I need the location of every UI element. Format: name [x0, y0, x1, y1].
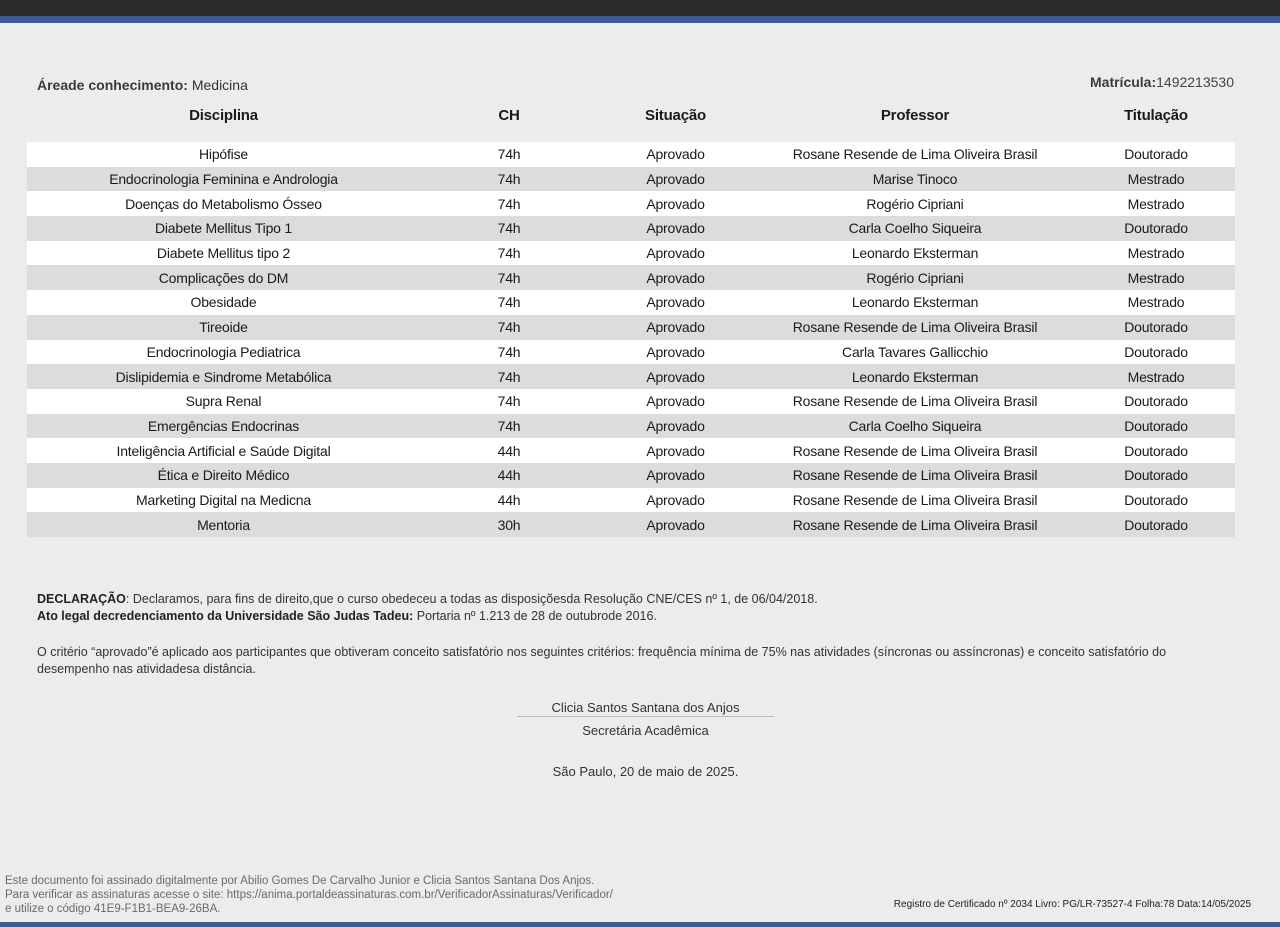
- area-value: Medicina: [191, 77, 248, 93]
- cell-disciplina: Endocrinologia Feminina e Andrologia: [27, 167, 420, 192]
- cell-titulacao: Doutorado: [1077, 216, 1235, 241]
- cell-ch: 74h: [420, 167, 598, 192]
- cell-situacao: Aprovado: [598, 290, 753, 315]
- signature-block: [517, 700, 774, 738]
- cell-disciplina: Complicações do DM: [27, 265, 420, 290]
- bottom-accent-line: [0, 922, 1280, 927]
- footnote-line-2: Para verificar as assinaturas acesse o site: https://anima.portaldeassinaturas.com.br/VerificadorAssinaturas/Verificador/: [5, 889, 613, 901]
- declaracao: [37, 591, 1197, 625]
- table-row: [27, 512, 1235, 537]
- cell-professor: Carla Tavares Gallicchio: [753, 340, 1077, 365]
- cell-titulacao: Mestrado: [1077, 364, 1235, 389]
- cell-ch: 44h: [420, 438, 598, 463]
- cell-ch: 74h: [420, 389, 598, 414]
- footnote-line-3: e utilize o código 41E9-F1B1-BEA9-26BA.: [5, 903, 221, 915]
- cell-titulacao: Doutorado: [1077, 463, 1235, 488]
- cell-situacao: Aprovado: [598, 340, 753, 365]
- cell-disciplina: Marketing Digital na Medicna: [27, 488, 420, 513]
- cell-professor: Rogério Cipriani: [753, 265, 1077, 290]
- cell-professor: Carla Coelho Siqueira: [753, 414, 1077, 439]
- footnote-line-1: Este documento foi assinado digitalmente por Abilio Gomes De Carvalho Junior e Clicia Santos Santana Dos Anjos.: [5, 875, 595, 887]
- cell-ch: 74h: [420, 265, 598, 290]
- cell-situacao: Aprovado: [598, 265, 753, 290]
- cell-disciplina: Diabete Mellitus tipo 2: [27, 241, 420, 266]
- cell-disciplina: Obesidade: [27, 290, 420, 315]
- table-row: [27, 290, 1235, 315]
- col-situacao: Situação: [645, 106, 706, 124]
- col-professor: Professor: [880, 106, 950, 124]
- cell-ch: 44h: [420, 463, 598, 488]
- area-conhecimento: [37, 77, 248, 93]
- document-date: São Paulo, 20 de maio de 2025.: [552, 764, 739, 779]
- matricula-value: 1492213530: [1156, 74, 1234, 90]
- cell-ch: 74h: [420, 216, 598, 241]
- cell-titulacao: Doutorado: [1077, 512, 1235, 537]
- cell-ch: 74h: [420, 290, 598, 315]
- cell-ch: 74h: [420, 191, 598, 216]
- cell-titulacao: Doutorado: [1077, 142, 1235, 167]
- cell-titulacao: Doutorado: [1077, 438, 1235, 463]
- area-label: Áreade conhecimento:: [37, 77, 188, 93]
- ato-legal-label: Ato legal decredenciamento da Universidade São Judas Tadeu:: [37, 609, 414, 623]
- cell-professor: Rosane Resende de Lima Oliveira Brasil: [753, 488, 1077, 513]
- cell-situacao: Aprovado: [598, 389, 753, 414]
- table-row: [27, 438, 1235, 463]
- cell-professor: Rosane Resende de Lima Oliveira Brasil: [753, 438, 1077, 463]
- cell-ch: 74h: [420, 340, 598, 365]
- cell-professor: Carla Coelho Siqueira: [753, 216, 1077, 241]
- cell-disciplina: Ética e Direito Médico: [27, 463, 420, 488]
- cell-professor: Leonardo Eksterman: [753, 241, 1077, 266]
- cell-titulacao: Mestrado: [1077, 290, 1235, 315]
- col-disciplina: Disciplina: [189, 106, 258, 124]
- cell-situacao: Aprovado: [598, 488, 753, 513]
- table-row: [27, 488, 1235, 513]
- cell-titulacao: Mestrado: [1077, 241, 1235, 266]
- criterio-text: O critério “aprovado”é aplicado aos participantes que obtiveram conceito satisfatório nos seguintes critérios: frequência mínima de 75% nas atividades (síncronas ou assíncronas) e conceito satisfatório do desempenho nas atividadesa distância.: [37, 645, 1167, 676]
- cell-situacao: Aprovado: [598, 216, 753, 241]
- cell-situacao: Aprovado: [598, 315, 753, 340]
- cell-titulacao: Doutorado: [1077, 488, 1235, 513]
- cell-disciplina: Tireoide: [27, 315, 420, 340]
- cell-titulacao: Mestrado: [1077, 191, 1235, 216]
- cell-professor: Rosane Resende de Lima Oliveira Brasil: [753, 315, 1077, 340]
- table-row: [27, 216, 1235, 241]
- top-accent-line: [0, 16, 1280, 23]
- table-row: [27, 389, 1235, 414]
- cell-situacao: Aprovado: [598, 438, 753, 463]
- matricula-label: Matrícula:: [1090, 74, 1157, 90]
- cell-situacao: Aprovado: [598, 241, 753, 266]
- cell-professor: Rosane Resende de Lima Oliveira Brasil: [753, 463, 1077, 488]
- cell-professor: Rogério Cipriani: [753, 191, 1077, 216]
- cell-disciplina: Emergências Endocrinas: [27, 414, 420, 439]
- cell-ch: 74h: [420, 142, 598, 167]
- cell-ch: 44h: [420, 488, 598, 513]
- cell-situacao: Aprovado: [598, 463, 753, 488]
- cell-titulacao: Doutorado: [1077, 389, 1235, 414]
- cell-professor: Rosane Resende de Lima Oliveira Brasil: [753, 142, 1077, 167]
- cell-situacao: Aprovado: [598, 512, 753, 537]
- matricula: [1090, 74, 1234, 90]
- cell-ch: 30h: [420, 512, 598, 537]
- cell-situacao: Aprovado: [598, 142, 753, 167]
- table-row: [27, 463, 1235, 488]
- declaracao-label: DECLARAÇÃO: [37, 592, 126, 606]
- cell-professor: Marise Tinoco: [753, 167, 1077, 192]
- disciplinas-table: [27, 100, 1235, 537]
- signature-name: Clicia Santos Santana dos Anjos: [517, 700, 774, 717]
- cell-disciplina: Endocrinologia Pediatrica: [27, 340, 420, 365]
- table-row: [27, 340, 1235, 365]
- top-bar: [0, 0, 1280, 16]
- cell-situacao: Aprovado: [598, 364, 753, 389]
- cell-professor: Rosane Resende de Lima Oliveira Brasil: [753, 512, 1077, 537]
- cell-disciplina: Inteligência Artificial e Saúde Digital: [27, 438, 420, 463]
- table-row: [27, 364, 1235, 389]
- cell-disciplina: Mentoria: [27, 512, 420, 537]
- cell-ch: 74h: [420, 241, 598, 266]
- cell-ch: 74h: [420, 315, 598, 340]
- cell-disciplina: Supra Renal: [27, 389, 420, 414]
- col-ch: CH: [498, 106, 520, 124]
- cell-ch: 74h: [420, 364, 598, 389]
- cell-professor: Leonardo Eksterman: [753, 290, 1077, 315]
- cell-titulacao: Doutorado: [1077, 340, 1235, 365]
- cell-situacao: Aprovado: [598, 414, 753, 439]
- cell-professor: Leonardo Eksterman: [753, 364, 1077, 389]
- cell-disciplina: Hipófise: [27, 142, 420, 167]
- cell-situacao: Aprovado: [598, 167, 753, 192]
- cell-disciplina: Diabete Mellitus Tipo 1: [27, 216, 420, 241]
- table-header-row: [27, 100, 1235, 130]
- table-row: [27, 142, 1235, 167]
- table-row: [27, 167, 1235, 192]
- cell-disciplina: Doenças do Metabolismo Ósseo: [27, 191, 420, 216]
- table-row: [27, 265, 1235, 290]
- cell-titulacao: Mestrado: [1077, 265, 1235, 290]
- cell-ch: 74h: [420, 414, 598, 439]
- table-row: [27, 414, 1235, 439]
- cell-professor: Rosane Resende de Lima Oliveira Brasil: [753, 389, 1077, 414]
- signature-role: Secretária Acadêmica: [582, 723, 709, 738]
- ato-legal-text: Portaria nº 1.213 de 28 de outubrode 2016.: [413, 609, 657, 623]
- cell-disciplina: Dislipidemia e Sindrome Metabólica: [27, 364, 420, 389]
- table-row: [27, 191, 1235, 216]
- registro-certificado: Registro de Certificado nº 2034 Livro: PG/LR-73527-4 Folha:78 Data:14/05/2025: [893, 899, 1251, 910]
- table-row: [27, 241, 1235, 266]
- declaracao-text: : Declaramos, para fins de direito,que o curso obedeceu a todas as disposiçõesda Resolução CNE/CES nº 1, de 06/04/2018.: [125, 592, 818, 606]
- table-row: [27, 315, 1235, 340]
- cell-titulacao: Doutorado: [1077, 315, 1235, 340]
- cell-situacao: Aprovado: [598, 191, 753, 216]
- cell-titulacao: Doutorado: [1077, 414, 1235, 439]
- digital-signature-note: [5, 874, 613, 916]
- cell-titulacao: Mestrado: [1077, 167, 1235, 192]
- col-titulacao: Titulação: [1124, 106, 1188, 124]
